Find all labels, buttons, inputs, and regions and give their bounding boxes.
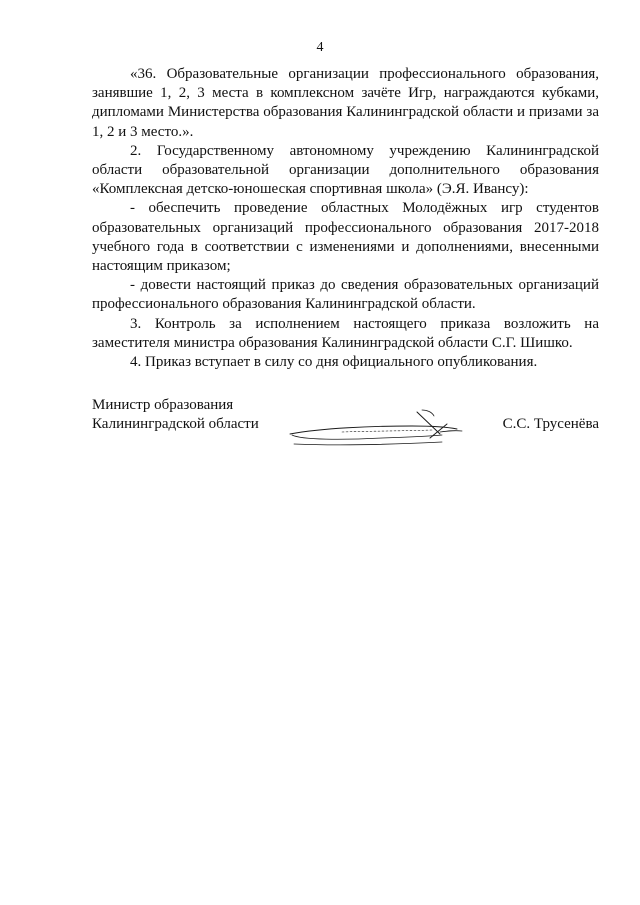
paragraph-item-3: 3. Контроль за исполнением настоящего приказа возложить на заместителя министра образования Калининградской области С.Г. Шишко. bbox=[92, 315, 599, 351]
paragraph-item-2-sub-2: - довести настоящий приказ до сведения образовательных организаций профессионального образования Калининградской области. bbox=[92, 277, 599, 313]
page-number: 4 bbox=[316, 40, 324, 55]
paragraph-item-36: «36. Образовательные организации профессионального образования, занявшие 1, 2, 3 места в комплексном зачёте Игр, награждаются кубками, дипломами Министерства образования Калининградской области и призами за 1, 2 и 3 место.». bbox=[92, 66, 599, 140]
paragraph-item-4: 4. Приказ вступает в силу со дня официального опубликования. bbox=[130, 354, 538, 371]
handwritten-signature bbox=[282, 404, 472, 454]
signature-block bbox=[92, 396, 599, 456]
paragraph-item-2: 2. Государственному автономному учреждению Калининградской области образовательной организации дополнительного образования «Комплексная детско-юношеская спортивная школа» (Э.Я. Ивансу): bbox=[92, 142, 599, 198]
signatory-title-line1: Министр образования bbox=[92, 397, 234, 413]
document-body bbox=[92, 65, 599, 372]
signatory-title-line2: Калининградской области bbox=[92, 416, 259, 432]
signatory-title bbox=[92, 396, 259, 434]
paragraph-item-2-sub-1: - обеспечить проведение областных Молодёжных игр студентов образовательных организаций профессионального образования 2017-2018 учебного года в соответствии с изменениями и дополнениями, внесенными настоящим приказом; bbox=[92, 200, 599, 275]
signatory-name: С.С. Трусенёва bbox=[502, 416, 599, 432]
